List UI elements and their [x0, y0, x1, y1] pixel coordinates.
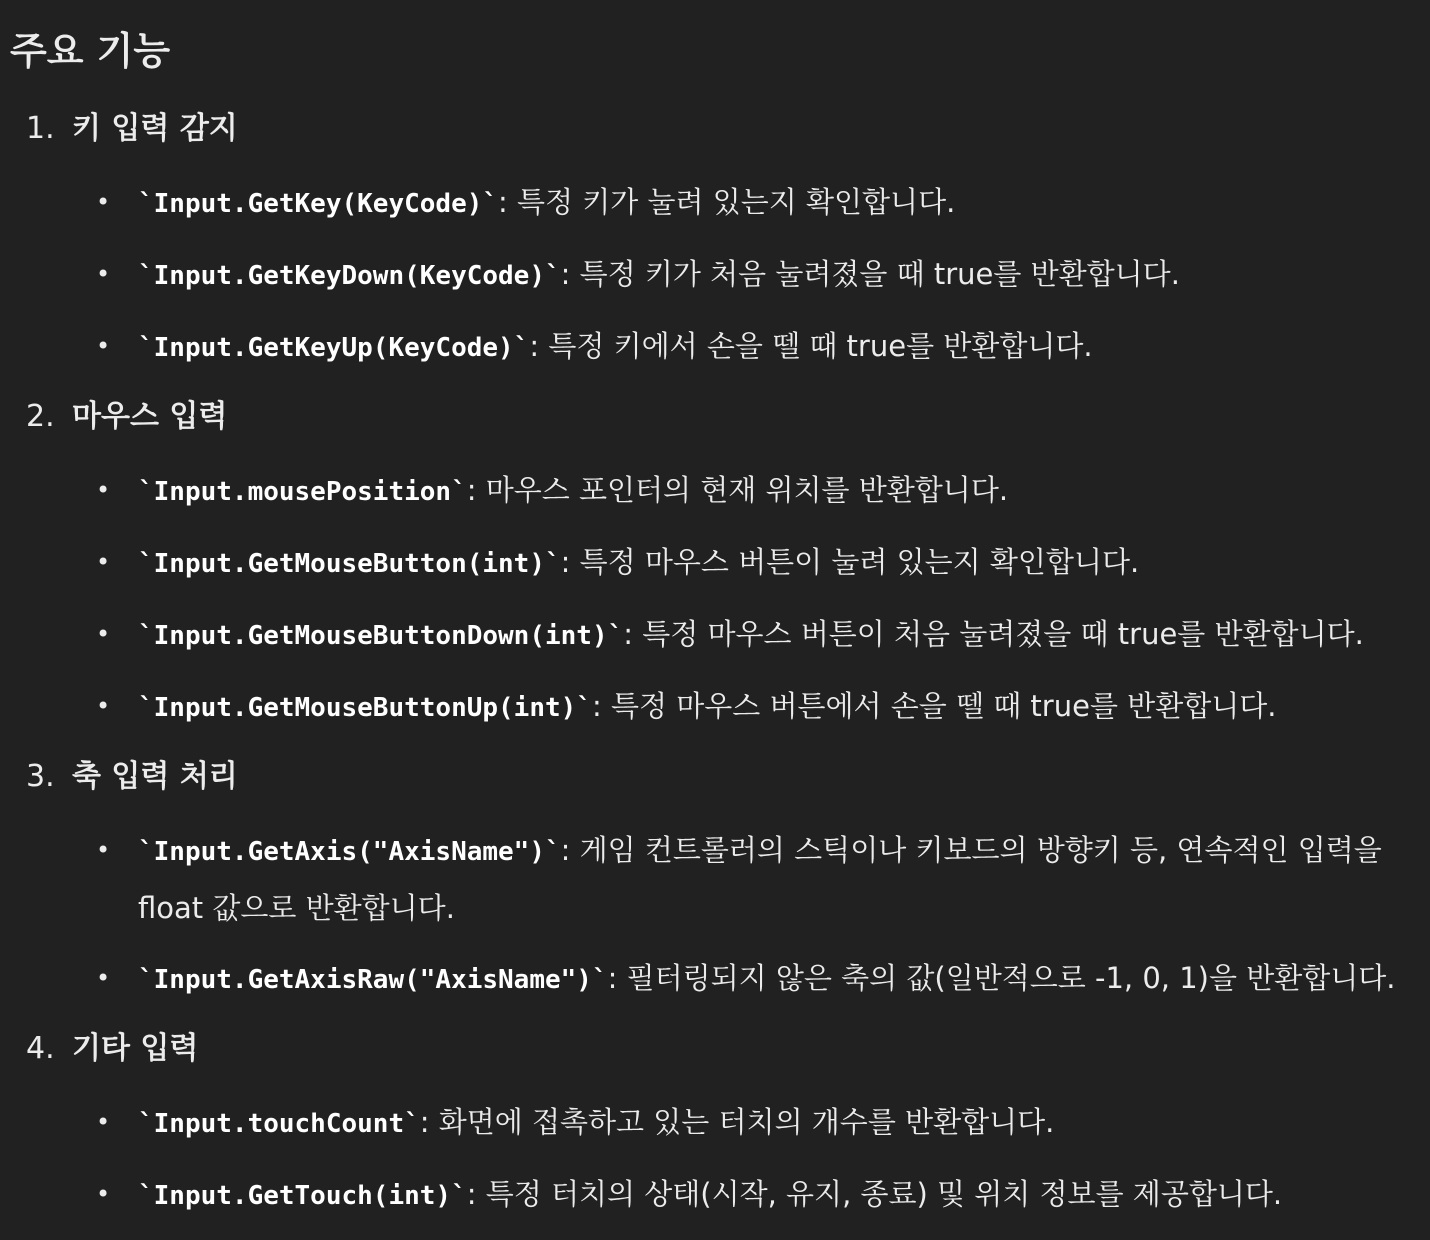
inline-code: `Input.touchCount`	[138, 1109, 420, 1139]
bullet-icon: •	[96, 332, 111, 360]
list-number: 4.	[26, 1031, 55, 1066]
inline-code: `Input.GetAxisRaw("AxisName")`	[138, 965, 608, 995]
inline-code: `Input.GetMouseButton(int)`	[138, 549, 561, 579]
inline-code: `Input.GetMouseButtonUp(int)`	[138, 693, 592, 723]
list-item	[92, 318, 1416, 376]
section-title: 키 입력 감지	[72, 111, 238, 146]
bullet-icon: •	[96, 620, 111, 648]
inline-code: `Input.GetKeyUp(KeyCode)`	[138, 333, 530, 363]
list-number: 2.	[26, 399, 55, 434]
list-item	[92, 1094, 1416, 1152]
list-item	[92, 606, 1416, 664]
list-item	[92, 822, 1416, 936]
list-number: 1.	[26, 111, 55, 146]
item-description: : 특정 키가 처음 눌려졌을 때 true를 반환합니다.	[560, 257, 1180, 291]
list-section-title	[26, 397, 227, 437]
inline-code: `Input.GetAxis("AxisName")`	[138, 837, 561, 867]
list-item	[92, 678, 1416, 736]
list-section-title	[26, 109, 238, 149]
list-item	[92, 246, 1416, 304]
section-title: 축 입력 처리	[72, 759, 238, 794]
bullet-icon: •	[96, 964, 111, 992]
item-description: : 특정 키가 눌려 있는지 확인합니다.	[498, 185, 956, 219]
inline-code: `Input.GetKeyDown(KeyCode)`	[138, 261, 561, 291]
list-section-title	[26, 1029, 198, 1069]
bullet-icon: •	[96, 692, 111, 720]
item-description: : 마우스 포인터의 현재 위치를 반환합니다.	[466, 473, 1009, 507]
item-description: : 특정 키에서 손을 뗄 때 true를 반환합니다.	[529, 329, 1093, 363]
list-item	[92, 534, 1416, 592]
inline-code: `Input.mousePosition`	[138, 477, 467, 507]
bullet-icon: •	[96, 1180, 111, 1208]
item-description: : 특정 마우스 버튼이 처음 눌려졌을 때 true를 반환합니다.	[623, 617, 1364, 651]
bullet-icon: •	[96, 260, 111, 288]
section-title: 마우스 입력	[72, 399, 228, 434]
section-heading: 주요 기능	[10, 29, 171, 73]
list-number: 3.	[26, 759, 55, 794]
list-item	[92, 950, 1416, 1008]
item-description: : 특정 마우스 버튼이 눌려 있는지 확인합니다.	[560, 545, 1140, 579]
section-title: 기타 입력	[72, 1031, 199, 1066]
bullet-icon: •	[96, 476, 111, 504]
bullet-icon: •	[96, 548, 111, 576]
inline-code: `Input.GetMouseButtonDown(int)`	[138, 621, 624, 651]
inline-code: `Input.GetTouch(int)`	[138, 1181, 467, 1211]
item-description: : 특정 마우스 버튼에서 손을 뗄 때 true를 반환합니다.	[591, 689, 1277, 723]
list-section-title	[26, 757, 238, 797]
bullet-icon: •	[96, 836, 111, 864]
item-description: : 특정 터치의 상태(시작, 유지, 종료) 및 위치 정보를 제공합니다.	[466, 1177, 1283, 1211]
list-item	[92, 174, 1416, 232]
list-item	[92, 1166, 1416, 1224]
bullet-icon: •	[96, 188, 111, 216]
bullet-icon: •	[96, 1108, 111, 1136]
item-description: : 필터링되지 않은 축의 값(일반적으로 -1, 0, 1)을 반환합니다.	[607, 961, 1396, 995]
item-description: : 게임 컨트롤러의 스틱이나 키보드의 방향키 등, 연속적인 입력을 float 값으로 반환합니다.	[138, 833, 1382, 925]
item-description: : 화면에 접촉하고 있는 터치의 개수를 반환합니다.	[419, 1105, 1055, 1139]
inline-code: `Input.GetKey(KeyCode)`	[138, 189, 499, 219]
list-item	[92, 462, 1416, 520]
